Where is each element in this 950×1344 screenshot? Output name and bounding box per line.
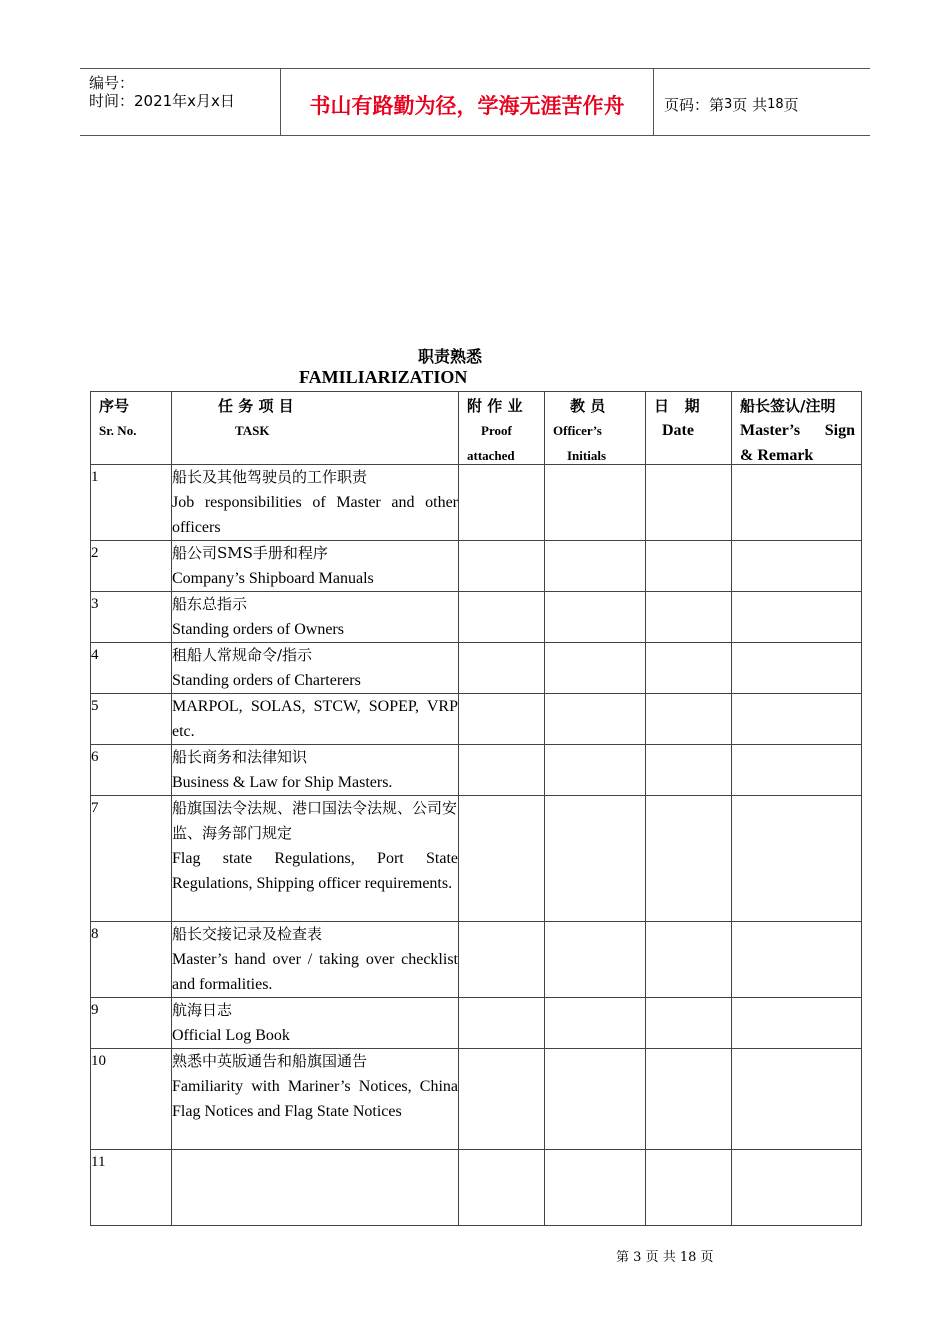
row-officer-initials-cell[interactable] [545, 1150, 646, 1226]
row-task-en: Official Log Book [172, 1027, 290, 1044]
header-page-total: 18 [767, 97, 784, 112]
row-task-en: Business & Law for Ship Masters. [172, 774, 393, 791]
table-row [91, 592, 862, 643]
row-officer-initials-cell[interactable] [545, 796, 646, 922]
row-officer-initials-cell[interactable] [545, 998, 646, 1049]
row-date-cell[interactable] [646, 922, 732, 998]
row-date-cell[interactable] [646, 796, 732, 922]
row-date-cell[interactable] [646, 592, 732, 643]
row-task-en: Familiarity with Mariner’s Notices, China Flag Notices and Flag State Notices [172, 1078, 458, 1120]
row-proof-cell[interactable] [459, 465, 545, 541]
col-master-en2: & Remark [740, 447, 814, 464]
row-task [172, 1150, 459, 1226]
row-task-cn: 船旗国法令法规、港口国法令法规、公司安监、海务部门规定 [172, 799, 458, 842]
page-title-en: FAMILIARIZATION [299, 367, 468, 387]
row-sr-no: 11 [91, 1150, 172, 1226]
table-row [91, 1049, 862, 1150]
col-officer-en2: Initials [567, 448, 607, 463]
row-master-sign-cell[interactable] [732, 592, 862, 643]
header-motto: 书山有路勤为径，学海无涯苦作舟 [281, 69, 654, 135]
row-proof-cell[interactable] [459, 922, 545, 998]
row-officer-initials-cell[interactable] [545, 922, 646, 998]
table-header-row [91, 392, 862, 465]
row-proof-cell[interactable] [459, 1150, 545, 1226]
row-date-cell[interactable] [646, 643, 732, 694]
row-task-en: Flag state Regulations, Port State Regulations, Shipping officer requirements. [172, 850, 458, 892]
row-task-cn: 船东总指示 [172, 595, 248, 613]
col-header-task [172, 392, 459, 465]
row-proof-cell[interactable] [459, 745, 545, 796]
page-title-cn: 职责熟悉 [418, 347, 483, 366]
col-officer-cn: 教 员 [570, 397, 606, 415]
row-task [172, 643, 459, 694]
row-task-cn: 船长及其他驾驶员的工作职责 [172, 468, 368, 486]
col-header-date [646, 392, 732, 465]
row-date-cell[interactable] [646, 465, 732, 541]
row-date-cell[interactable] [646, 998, 732, 1049]
header-time-label: 时间：2021年x月x日 [89, 92, 235, 110]
row-sr-no: 10 [91, 1049, 172, 1150]
col-proof-en2: attached [467, 448, 515, 463]
header-page-suffix: 页 [783, 96, 799, 114]
row-sr-no: 9 [91, 998, 172, 1049]
row-task [172, 998, 459, 1049]
col-header-officer [545, 392, 646, 465]
row-sr-no: 5 [91, 694, 172, 745]
row-task-cn: 航海日志 [172, 1001, 233, 1019]
row-proof-cell[interactable] [459, 592, 545, 643]
row-task-en: Master’s hand over / taking over checklist and formalities. [172, 951, 458, 993]
row-sr-no: 3 [91, 592, 172, 643]
footer-mid: 页 共 [645, 1250, 676, 1265]
row-date-cell[interactable] [646, 694, 732, 745]
table-row [91, 541, 862, 592]
row-officer-initials-cell[interactable] [545, 1049, 646, 1150]
row-proof-cell[interactable] [459, 796, 545, 922]
row-officer-initials-cell[interactable] [545, 465, 646, 541]
col-header-sr [91, 392, 172, 465]
col-sr-cn: 序号 [99, 397, 130, 415]
row-master-sign-cell[interactable] [732, 922, 862, 998]
row-task-en: Standing orders of Charterers [172, 672, 361, 689]
row-master-sign-cell[interactable] [732, 745, 862, 796]
table-row [91, 796, 862, 922]
row-master-sign-cell[interactable] [732, 1049, 862, 1150]
table-row [91, 643, 862, 694]
col-proof-cn: 附 作 业 [467, 397, 523, 415]
page-header [80, 68, 870, 136]
row-sr-no: 2 [91, 541, 172, 592]
row-proof-cell[interactable] [459, 694, 545, 745]
row-officer-initials-cell[interactable] [545, 694, 646, 745]
row-task [172, 922, 459, 998]
col-date-cn: 日 期 [654, 397, 700, 415]
table-row [91, 998, 862, 1049]
row-proof-cell[interactable] [459, 998, 545, 1049]
table-row [91, 745, 862, 796]
footer-page-total: 18 [679, 1250, 697, 1265]
table-row [91, 694, 862, 745]
row-task [172, 465, 459, 541]
row-master-sign-cell[interactable] [732, 796, 862, 922]
row-proof-cell[interactable] [459, 643, 545, 694]
row-master-sign-cell[interactable] [732, 643, 862, 694]
row-date-cell[interactable] [646, 1150, 732, 1226]
row-task-en: Company’s Shipboard Manuals [172, 570, 374, 587]
row-master-sign-cell[interactable] [732, 998, 862, 1049]
row-sr-no: 6 [91, 745, 172, 796]
header-page-current: 3 [724, 97, 733, 112]
page-footer [616, 1246, 714, 1265]
row-sr-no: 7 [91, 796, 172, 922]
row-task-cn: 船长商务和法律知识 [172, 748, 308, 766]
row-proof-cell[interactable] [459, 1049, 545, 1150]
col-proof-en1: Proof [481, 423, 512, 438]
col-header-master [732, 392, 862, 465]
row-date-cell[interactable] [646, 745, 732, 796]
row-task-cn: 船长交接记录及检查表 [172, 925, 323, 943]
header-number-label: 编号： [89, 74, 135, 92]
header-page-info [664, 69, 870, 135]
row-task [172, 745, 459, 796]
row-task-cn: 船公司SMS手册和程序 [172, 544, 328, 562]
row-task-cn: 租船人常规命令/指示 [172, 646, 313, 664]
col-master-en1: Master’s Sign [740, 422, 855, 439]
row-task-en: Job responsibilities of Master and other officers [172, 494, 458, 536]
row-date-cell[interactable] [646, 541, 732, 592]
col-sr-en: Sr. No. [99, 423, 137, 438]
footer-suffix: 页 [700, 1250, 714, 1265]
row-task [172, 541, 459, 592]
header-page-mid: 页 共 [732, 96, 768, 114]
col-date-en: Date [662, 422, 694, 439]
table-row [91, 1150, 862, 1226]
row-master-sign-cell[interactable] [732, 1150, 862, 1226]
table-row [91, 465, 862, 541]
row-master-sign-cell[interactable] [732, 694, 862, 745]
header-meta [80, 69, 281, 135]
col-header-proof [459, 392, 545, 465]
row-master-sign-cell[interactable] [732, 541, 862, 592]
header-page-prefix: 页码：第 [664, 96, 725, 114]
row-task [172, 592, 459, 643]
row-sr-no: 8 [91, 922, 172, 998]
row-task [172, 694, 459, 745]
row-officer-initials-cell[interactable] [545, 643, 646, 694]
col-officer-en1: Officer’s [553, 423, 602, 438]
row-task-en: Standing orders of Owners [172, 621, 344, 638]
row-proof-cell[interactable] [459, 541, 545, 592]
footer-prefix: 第 [616, 1250, 630, 1265]
row-task [172, 1049, 459, 1150]
table-row [91, 922, 862, 998]
col-task-en: TASK [235, 423, 270, 438]
row-task-en: MARPOL, SOLAS, STCW, SOPEP, VRP etc. [172, 698, 458, 740]
row-date-cell[interactable] [646, 1049, 732, 1150]
row-master-sign-cell[interactable] [732, 465, 862, 541]
row-task-cn: 熟悉中英版通告和船旗国通告 [172, 1052, 368, 1070]
familiarization-table [90, 391, 862, 1226]
row-sr-no: 1 [91, 465, 172, 541]
row-task [172, 796, 459, 922]
row-officer-initials-cell[interactable] [545, 745, 646, 796]
footer-page-current: 3 [633, 1250, 642, 1265]
col-master-cn: 船长签认/注明 [740, 397, 836, 415]
col-task-cn: 任 务 项 目 [218, 397, 294, 415]
row-officer-initials-cell[interactable] [545, 541, 646, 592]
row-officer-initials-cell[interactable] [545, 592, 646, 643]
row-sr-no: 4 [91, 643, 172, 694]
